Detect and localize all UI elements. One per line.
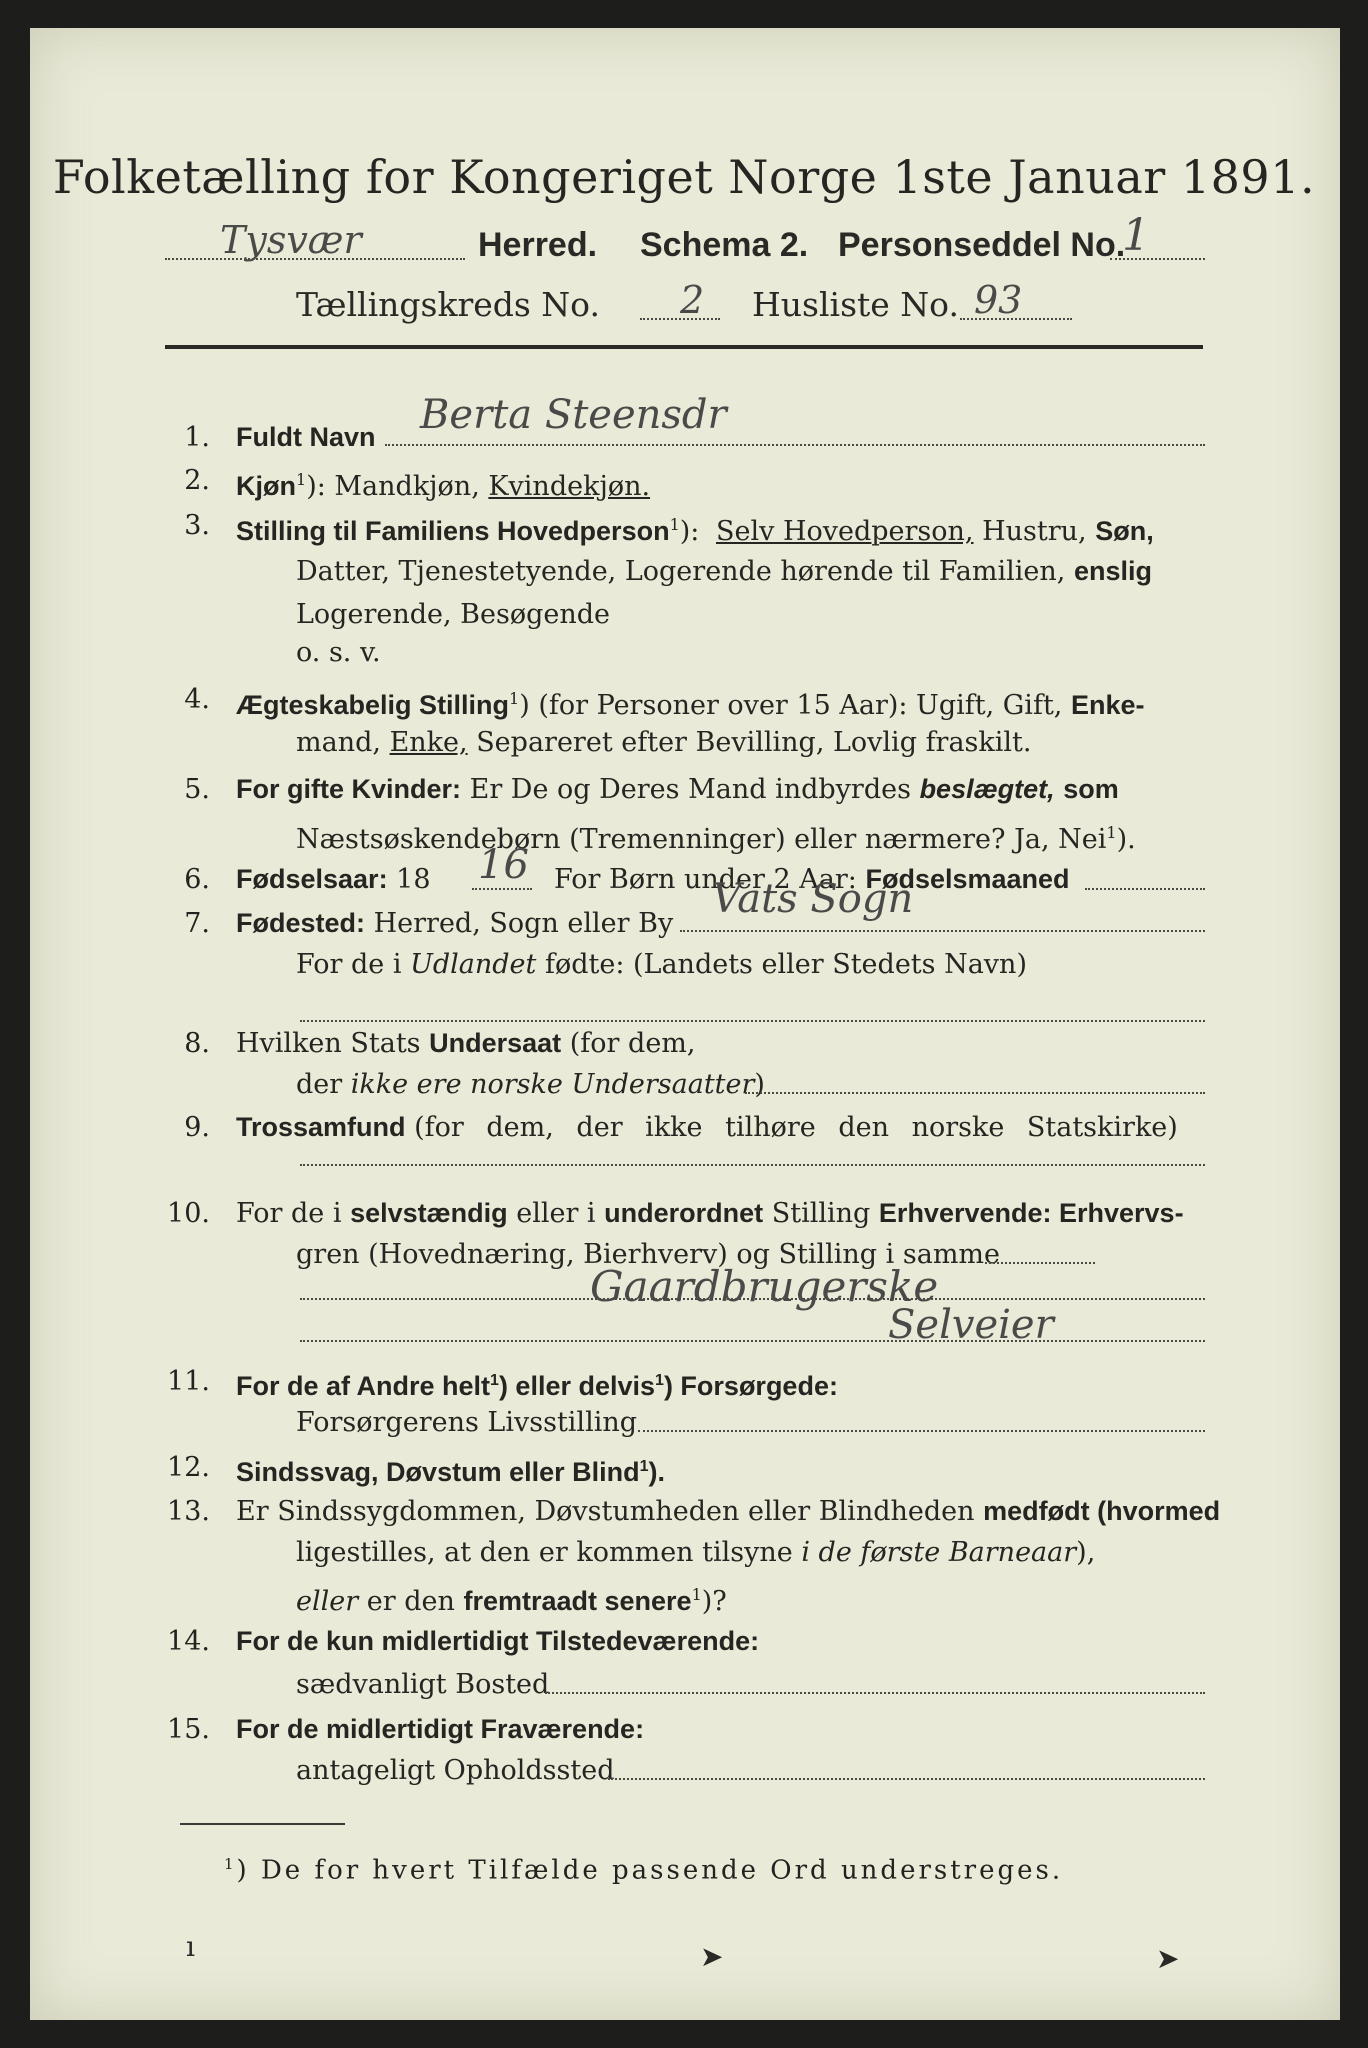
q13-medfodt: medfødt (hvormed: [983, 1496, 1221, 1526]
q8-dotted-line: [745, 1092, 1205, 1094]
q5-line2: [296, 818, 1136, 855]
q6-century: 18: [396, 864, 431, 895]
item-number-9: 9.: [184, 1112, 210, 1143]
q4-line2: [296, 728, 1031, 758]
q3-enslig: enslig: [1073, 556, 1152, 586]
q3-underlined-selv-hovedperson: Selv Hovedperson,: [716, 516, 974, 547]
census-form-sheet: [30, 28, 1340, 2020]
q4-label: Ægteskabelig Stilling: [236, 690, 510, 720]
q10-selvstaendig: selvstændig: [350, 1198, 508, 1228]
footnote-rule: [180, 1823, 345, 1825]
q3-line1: [236, 510, 1154, 547]
q3-label: Stilling til Familiens Hovedperson: [236, 516, 670, 546]
q4-underlined-enke: Enke,: [389, 727, 468, 758]
q6-maaned: Fødselsmaaned: [865, 864, 1070, 894]
q10-erhvervende: Erhvervende: Erhvervs-: [878, 1198, 1184, 1228]
q8-close: ): [754, 1069, 765, 1100]
personseddel-number: 1: [1122, 210, 1150, 261]
item-number-4: 4.: [184, 684, 210, 715]
q10-dotted-line-1: [985, 1262, 1095, 1264]
q13-line1: [236, 1496, 1220, 1527]
q11-dotted-line: [638, 1430, 1205, 1432]
q5-line2-text: Næstsøskendebørn (Tremenninger) eller nærmere? Ja, Nei: [296, 824, 1107, 855]
q6-year-dotted: [472, 888, 532, 890]
q4-enke-bold: Enke-: [1070, 690, 1145, 720]
q3-hustru: Hustru,: [982, 516, 1087, 547]
q15-label: For de midlertidigt Fraværende:: [236, 1714, 645, 1744]
q3-line2: [296, 556, 1152, 587]
husliste-number: 93: [974, 278, 1023, 322]
q1-dotted-line: [385, 444, 1205, 446]
q13-fremtraadt: fremtraadt senere: [463, 1586, 692, 1616]
q13-forste-barneaar: i de første Barneaar: [801, 1537, 1077, 1568]
q9-rest: (for dem, der ikke tilhøre den norske Statskirke): [414, 1112, 1178, 1143]
q10-status-handwritten: Selveier: [888, 1302, 1054, 1348]
q11-line1: [236, 1366, 838, 1401]
q14-dotted-line: [545, 1692, 1205, 1694]
footnote-text: ) De for hvert Tilfælde passende Ord understreges.: [236, 1855, 1064, 1886]
q8-ikke-norske: ikke ere norske Undersaatter: [350, 1069, 755, 1100]
q3-line2-text: Datter, Tjenestetyende, Logerende hørende til Familien,: [296, 556, 1066, 587]
kreds-label: Tællingskreds No.: [296, 285, 600, 324]
item-number-13: 13.: [167, 1496, 210, 1527]
q10-underordnet: underordnet: [604, 1198, 764, 1228]
q5-line1: [236, 774, 1119, 805]
q12-end: ).: [648, 1457, 666, 1487]
q10-line2: gren (Hovednæring, Bierhverv) og Stilling i samme: [296, 1239, 1001, 1270]
q7-foreign-dotted-line: [300, 1020, 1205, 1022]
q10-a: For de i: [236, 1198, 342, 1229]
q10-b: eller i: [516, 1198, 596, 1229]
q3-sup: 1: [669, 515, 680, 534]
q11-label: For de af Andre helt: [236, 1371, 491, 1401]
kreds-number: 2: [680, 278, 705, 322]
q3-colon: ):: [679, 516, 700, 547]
q11-sup1: 1: [490, 1372, 499, 1389]
item-number-14: 14.: [167, 1626, 210, 1657]
q6-month-dotted: [1085, 888, 1205, 890]
q2-rest: ): Mandkjøn,: [306, 471, 480, 502]
item-number-1: 1.: [184, 422, 210, 453]
ink-mark-center-arrow: ➤: [700, 1940, 724, 1973]
q4-sup: 1: [509, 689, 520, 708]
q10-line1: [236, 1198, 1184, 1229]
q5-end: ).: [1116, 824, 1136, 855]
q11-mid: ) eller delvis: [498, 1371, 656, 1401]
q7-udlandet: Udlandet: [410, 949, 537, 980]
q2-label: Kjøn: [236, 471, 296, 501]
personseddel-dotted-line: [1110, 258, 1205, 260]
q6-year-handwritten: 16: [478, 842, 529, 888]
q12-line: [236, 1452, 665, 1487]
q2-sup: 1: [296, 470, 307, 489]
husliste-label: Husliste No.: [752, 285, 959, 324]
q1-name-handwritten: Berta Steensdr: [420, 392, 727, 438]
q15-dotted-line: [608, 1778, 1205, 1780]
q13-sup: 1: [691, 1585, 702, 1604]
q13-line2a: ligestilles, at den er kommen tilsyne: [296, 1537, 793, 1568]
q7-dotted-line: [680, 930, 1205, 932]
header-separator-rule: [165, 345, 1203, 349]
q2-underlined-kvindekjon: Kvindekjøn.: [488, 471, 651, 502]
q5-rest: Er De og Deres Mand indbyrdes: [469, 774, 911, 805]
q8-a: Hvilken Stats: [236, 1028, 421, 1059]
q4-mand: mand,: [296, 727, 381, 758]
herred-handwritten: Tysvær: [220, 218, 362, 262]
q10-dotted-line-3: [300, 1340, 1205, 1342]
q3-line4: o. s. v.: [296, 637, 381, 668]
q11-line2: Forsørgerens Livsstilling: [296, 1407, 638, 1438]
item-number-6: 6.: [184, 864, 210, 895]
q7-label: Fødested:: [236, 908, 366, 938]
q8-line2: [296, 1070, 765, 1100]
q5-label: For gifte Kvinder:: [236, 774, 462, 804]
q13-eller: eller: [296, 1586, 359, 1617]
footnote-sup: 1: [224, 1855, 237, 1873]
q14-line2: sædvanligt Bosted: [296, 1669, 550, 1700]
item-number-15: 15.: [167, 1714, 210, 1745]
q13-a: Er Sindssygdommen, Døvstumheden eller Blindheden: [236, 1496, 975, 1527]
item-number-3: 3.: [184, 510, 210, 541]
ink-mark-right-arrow: ➤: [1156, 1942, 1180, 1975]
item-number-2: 2.: [184, 465, 210, 496]
q13-line2b: ),: [1076, 1537, 1096, 1568]
q6-line: [236, 864, 431, 895]
q7-line1: [236, 908, 673, 939]
q13-end: )?: [701, 1586, 727, 1617]
q13-line3: [296, 1580, 727, 1617]
item-number-12: 12.: [167, 1452, 210, 1483]
husliste-dotted-line: [960, 318, 1072, 320]
q3-son: Søn,: [1095, 516, 1154, 546]
ink-mark-left: ı: [186, 1930, 195, 1963]
item-number-8: 8.: [184, 1028, 210, 1059]
personseddel-label: Personseddel No.: [838, 226, 1126, 264]
q12-sup: 1: [639, 1458, 649, 1475]
q13-er-den: er den: [366, 1586, 455, 1617]
q8-undersaat: Undersaat: [429, 1028, 562, 1058]
q9-dotted-line: [300, 1164, 1205, 1166]
q9-label: Trossamfund: [236, 1112, 406, 1142]
herred-label: Herred.: [478, 226, 598, 264]
form-title: Folketælling for Kongeriget Norge 1ste Januar 1891.: [52, 150, 1316, 204]
q2-line: [236, 465, 650, 502]
q12-label: Sindssvag, Døvstum eller Blind: [236, 1457, 640, 1487]
q15-line2: antageligt Opholdssted: [296, 1755, 615, 1786]
q14-label: For de kun midlertidigt Tilstedeværende:: [236, 1626, 760, 1656]
q5-sup: 1: [1106, 823, 1117, 842]
q4-rest: ) (for Personer over 15 Aar): Ugift, Gift,: [519, 690, 1063, 721]
item-number-10: 10.: [167, 1198, 210, 1229]
q10-occupation-handwritten: Gaardbrugerske: [590, 1262, 939, 1311]
q5-som: som: [1063, 774, 1119, 804]
q11-sup2: 1: [655, 1372, 664, 1389]
q13-line2: [296, 1538, 1095, 1568]
q7-rest: Herred, Sogn eller By: [373, 908, 674, 939]
q10-c: Stilling: [771, 1198, 871, 1229]
q8-der: der: [296, 1069, 343, 1100]
q7-line2-rest: fødte: (Landets eller Stedets Navn): [544, 949, 1027, 980]
q10-dotted-line-2: [300, 1298, 1205, 1300]
q9-line: [236, 1112, 1178, 1143]
footnote: [224, 1855, 1063, 1886]
q8-b: (for dem,: [569, 1028, 696, 1059]
q7-birthplace-handwritten: Vats Sogn: [712, 876, 914, 922]
q11-end: ) Forsørgede:: [663, 1371, 838, 1401]
q6-mid: For Børn under 2 Aar:: [554, 864, 857, 895]
q8-line1: [236, 1028, 695, 1059]
q5-beslaegtet: beslægtet,: [919, 774, 1055, 804]
item-number-5: 5.: [184, 774, 210, 805]
q1-label: Fuldt Navn: [236, 422, 376, 452]
q7-line2: [296, 950, 1027, 980]
q7-for-de-i: For de i: [296, 949, 402, 980]
q4-line2-rest: Separeret efter Bevilling, Lovlig fraskilt.: [476, 727, 1032, 758]
schema-label: Schema 2.: [640, 226, 809, 264]
q4-line1: [236, 684, 1145, 721]
item-number-7: 7.: [184, 908, 210, 939]
q3-line3: Logerende, Besøgende: [296, 599, 610, 630]
item-number-11: 11.: [167, 1366, 210, 1397]
kreds-dotted-line: [640, 318, 720, 320]
q6-label: Fødselsaar:: [236, 864, 388, 894]
